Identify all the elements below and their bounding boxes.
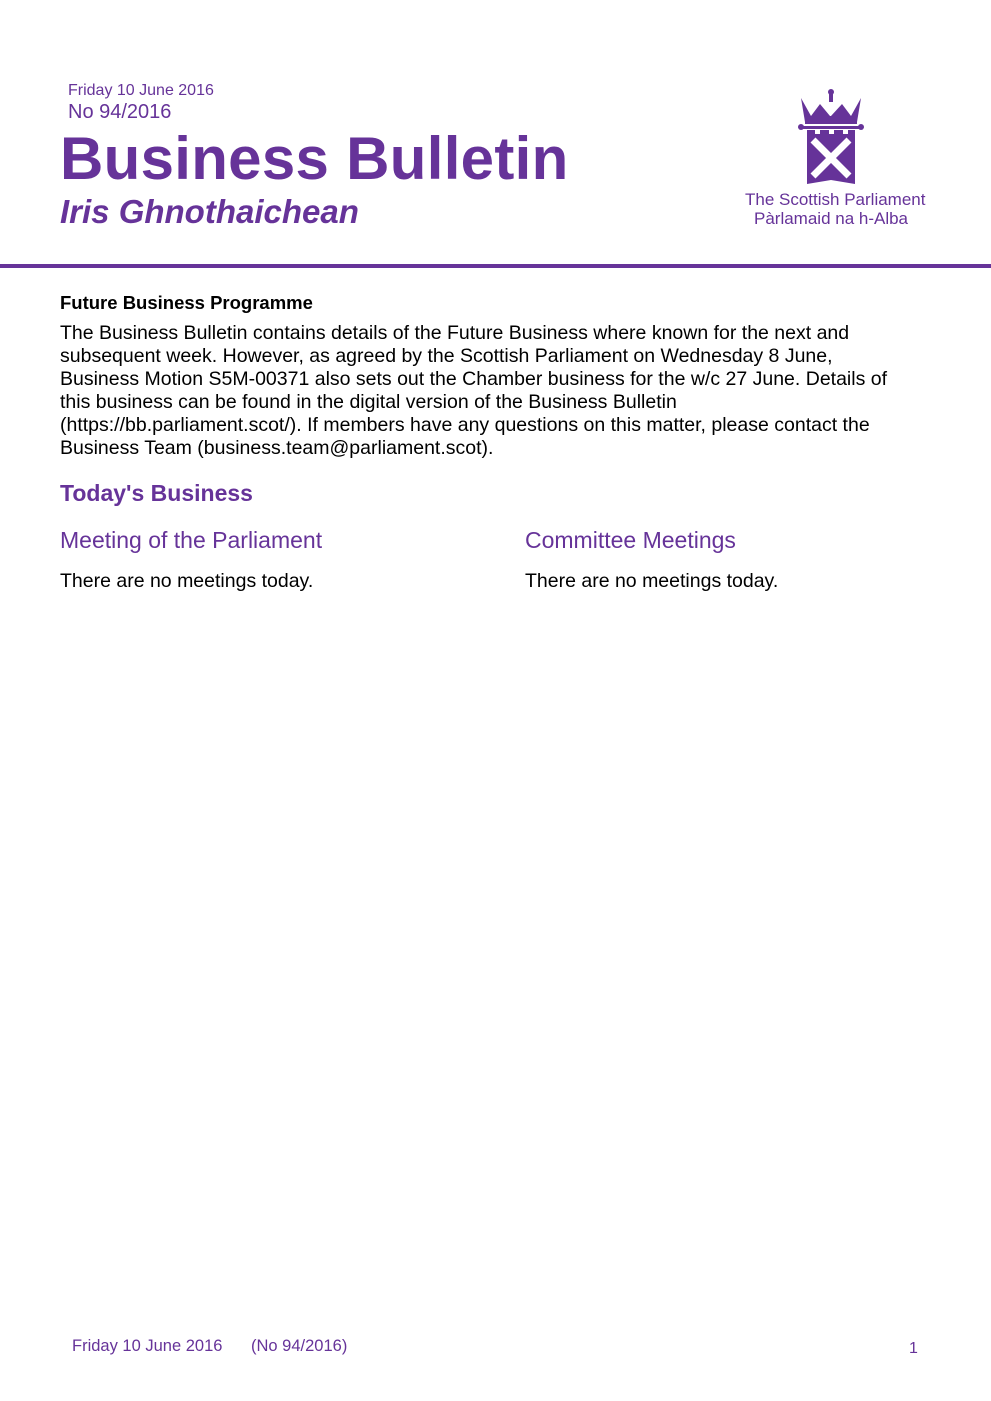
meeting-of-parliament-heading: Meeting of the Parliament bbox=[60, 527, 323, 553]
future-business-text-line: this business can be found in the digital version of the Business Bulletin bbox=[60, 391, 677, 413]
page-title: Business Bulletin bbox=[60, 125, 569, 192]
committee-meetings-heading: Committee Meetings bbox=[525, 527, 736, 553]
footer-issue-number: (No 94/2016) bbox=[251, 1337, 348, 1355]
future-business-heading: Future Business Programme bbox=[60, 292, 313, 313]
future-business-text-line: The Business Bulletin contains details of the Future Business where known for the next and bbox=[60, 322, 850, 344]
logo-text-english: The Scottish Parliament bbox=[745, 190, 926, 209]
future-business-text-line: Business Team (business.team@parliament.scot). bbox=[60, 437, 494, 459]
future-business-text-line: Business Motion S5M-00371 also sets out the Chamber business for the w/c 27 June. Details of bbox=[60, 368, 888, 390]
header-divider bbox=[0, 264, 991, 268]
future-business-text-line: subsequent week. However, as agreed by the Scottish Parliament on Wednesday 8 June, bbox=[60, 345, 833, 367]
page-number: 1 bbox=[909, 1340, 918, 1357]
logo-text-gaelic: Pàrlamaid na h-Alba bbox=[753, 209, 909, 228]
todays-business-heading: Today's Business bbox=[60, 480, 253, 506]
footer-date: Friday 10 June 2016 bbox=[72, 1337, 223, 1355]
page-subtitle: Iris Ghnothaichean bbox=[60, 193, 359, 230]
bulletin-issue-number: No 94/2016 bbox=[68, 101, 172, 123]
future-business-text-line: (https://bb.parliament.scot/). If members have any questions on this matter, please contact the bbox=[60, 414, 870, 436]
committee-meetings-text: There are no meetings today. bbox=[525, 570, 779, 592]
bulletin-date: Friday 10 June 2016 bbox=[68, 82, 214, 99]
meeting-of-parliament-text: There are no meetings today. bbox=[60, 570, 314, 592]
